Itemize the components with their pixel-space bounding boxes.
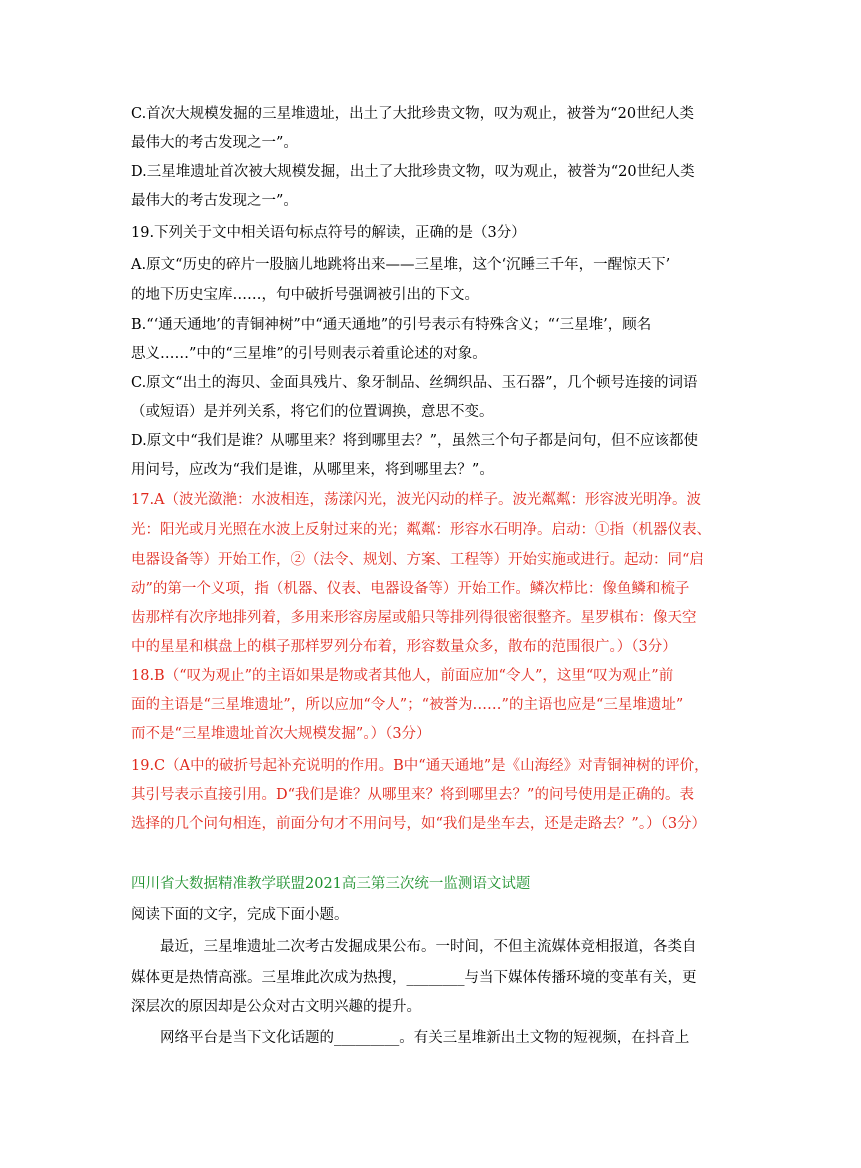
q19-option-b-line-1: B.“‘通天通地’的青铜神树”中“通天通地”的引号表示有特殊含义；“‘三星堆’，顾名 xyxy=(131,317,652,333)
q18-option-c-line-1: C.首次大规模发掘的三星堆遗址，出土了大批珍贵文物，叹为观止，被誉为“20世纪人类 xyxy=(131,106,695,122)
answer-19-line-2: 其引号表示直接引用。D“我们是谁？从哪里来？将到哪里去？”的问号使用是正确的。表 xyxy=(131,787,694,803)
q19-option-c-line-1: C.原文“出土的海贝、金面具残片、象牙制品、丝绸织品、玉石器”，几个顿号连接的词语 xyxy=(131,375,698,391)
q19-stem: 19.下列关于文中相关语句标点符号的解读，正确的是（3分） xyxy=(131,225,526,241)
answer-18-line-1: 18.B（“叹为观止”的主语如果是物或者其他人，前面应加“令人”，这里“叹为观止”前 xyxy=(131,668,674,684)
answer-18-line-2: 面的主语是“三星堆遗址”，所以应加“令人”；“被誉为……”的主语也应是“三星堆遗址” xyxy=(131,697,684,713)
answer-17-line-4: 动”的第一个义项，指（机器、仪表、电器设备等）开始工作。鳞次栉比：像鱼鳞和梳子 xyxy=(131,581,690,597)
q18-option-d-line-1: D.三星堆遗址首次被大规模发掘，出土了大批珍贵文物，叹为观止，被誉为“20世纪人类 xyxy=(131,164,695,180)
section-title: 四川省大数据精准教学联盟2021高三第三次统一监测语文试题 xyxy=(131,876,531,892)
answer-17-line-6: 中的星星和棋盘上的棋子那样罗列分布着，形容数量众多，散布的范围很广。）（3分） xyxy=(131,639,677,655)
q18-option-c-line-2: 最伟大的考古发现之一”。 xyxy=(131,135,298,151)
q19-option-b-line-2: 思义……”中的“三星堆”的引号则表示着重论述的对象。 xyxy=(131,346,487,362)
q19-option-a-line-1: A.原文“历史的碎片一股脑儿地跳将出来——三星堆，这个‘沉睡三千年，一醒惊天下’ xyxy=(131,257,671,273)
answer-19-line-1: 19.C（A中的破折号起补充说明的作用。B中“通天通地”是《山海经》对青铜神树的评价， xyxy=(131,758,709,774)
answer-17-line-1: 17.A（波光潋滟：水波相连，荡漾闪光，波光闪动的样子。波光粼粼：形容波光明净。波 xyxy=(131,492,702,508)
passage-para1-line-1: 最近，三星堆遗址二次考古发掘成果公布。一时间，不但主流媒体竞相报道，各类自 xyxy=(160,939,697,955)
section-instruction: 阅读下面的文字，完成下面小题。 xyxy=(131,907,349,923)
q19-option-a-line-2: 的地下历史宝库……，句中破折号强调被引出的下文。 xyxy=(131,287,479,303)
q19-option-c-line-2: （或短语）是并列关系，将它们的位置调换，意思不变。 xyxy=(131,404,494,420)
q18-option-d-line-2: 最伟大的考古发现之一”。 xyxy=(131,193,298,209)
answer-17-line-3: 电器设备等）开始工作，②（法令、规划、方案、工程等）开始实施或进行。起动：同“启 xyxy=(131,552,704,568)
answer-17-line-2: 光：阳光或月光照在水波上反射过来的光；粼粼：形容水石明净。启动：①指（机器仪表、 xyxy=(131,522,711,538)
answer-17-line-5: 齿那样有次序地排列着，多用来形容房屋或船只等排列得很密很整齐。星罗棋布：像天空 xyxy=(131,610,697,626)
passage-para1-line-2: 媒体更是热情高涨。三星堆此次成为热搜，________与当下媒体传播环境的变革有关，更 xyxy=(131,970,697,986)
passage-para1-line-3: 深层次的原因却是公众对古文明兴趣的提升。 xyxy=(131,999,421,1015)
answer-19-line-3: 选择的几个问句相连，前面分句才不用问号，如“我们是坐车去，还是走路去？”。）（3分） xyxy=(131,816,707,832)
answer-18-line-3: 而不是“三星堆遗址首次大规模发掘”。）（3分） xyxy=(131,726,431,742)
passage-para2-line-1: 网络平台是当下文化话题的_________。有关三星堆新出土文物的短视频，在抖音上 xyxy=(160,1030,690,1046)
q19-option-d-line-2: 用问号，应改为“我们是谁，从哪里来，将到哪里去？”。 xyxy=(131,462,494,478)
q19-option-d-line-1: D.原文中“我们是谁？从哪里来？将到哪里去？”，虽然三个句子都是问句，但不应该都使 xyxy=(131,433,699,449)
